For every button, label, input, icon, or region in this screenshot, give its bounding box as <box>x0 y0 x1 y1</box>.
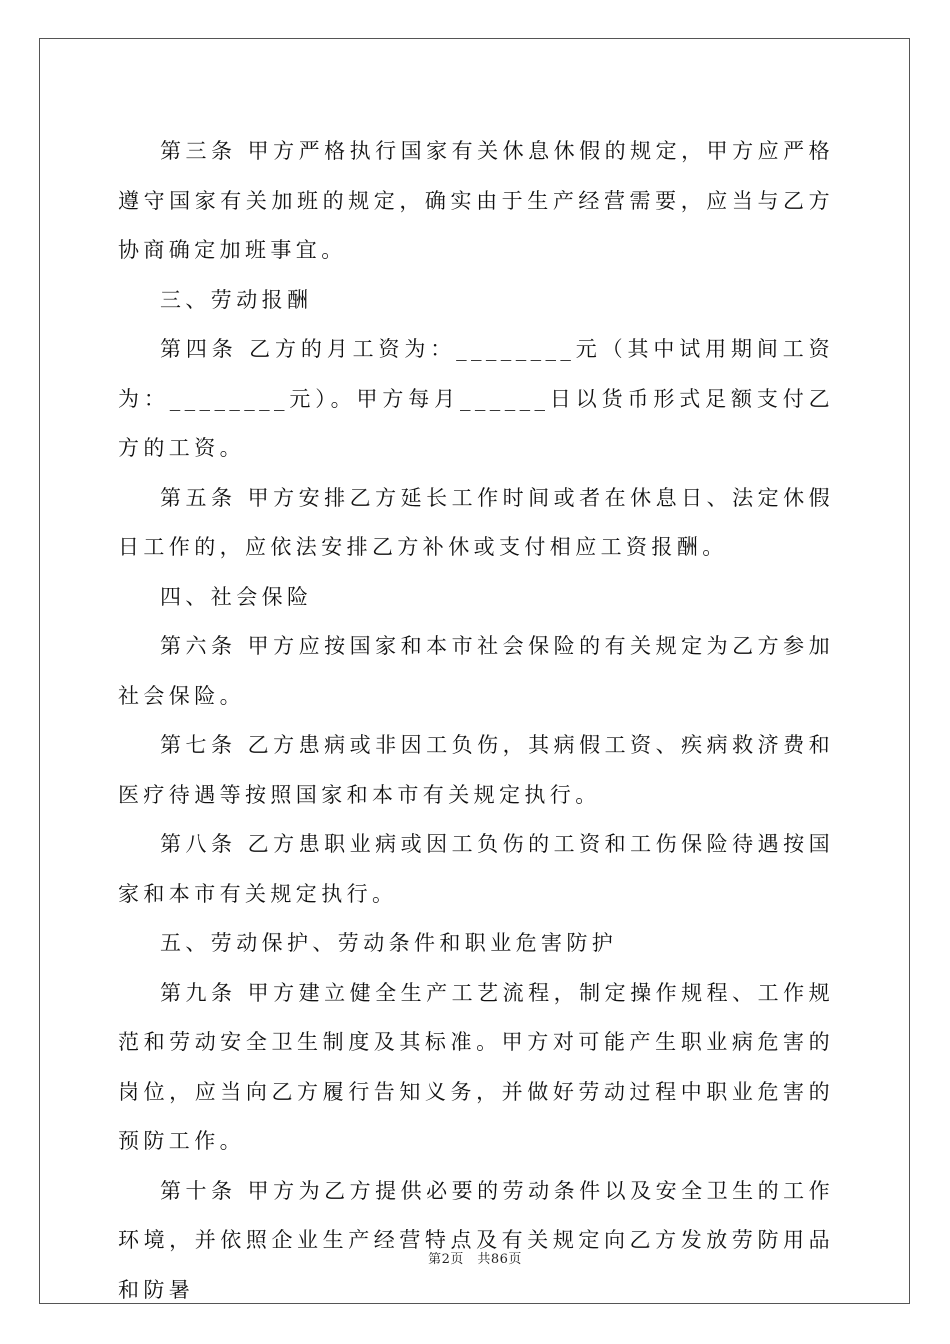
section-heading-remuneration: 三、劳动报酬 <box>160 287 313 312</box>
paragraph-article-4: 第四条 乙方的月工资为：________元（其中试用期间工资为：________元）。甲方每月______日以货币形式足额支付乙方的工资。 <box>118 337 834 460</box>
paragraph-article-6: 第六条 甲方应按国家和本市社会保险的有关规定为乙方参加社会保险。 <box>118 634 834 708</box>
paragraph-article-5: 第五条 甲方安排乙方延长工作时间或者在休息日、法定休假日工作的，应依法安排乙方补休或支付相应工资报酬。 <box>118 485 834 559</box>
paragraph-article-3: 第三条 甲方严格执行国家有关休息休假的规定，甲方应严格遵守国家有关加班的规定，确实由于生产经营需要，应当与乙方协商确定加班事宜。 <box>118 139 834 262</box>
paragraph-article-10: 第十条 甲方为乙方提供必要的劳动条件以及安全卫生的工作环境，并依照企业生产经营特点及有关规定向乙方发放劳防用品和防暑 <box>118 1178 834 1302</box>
paragraph-article-8: 第八条 乙方患职业病或因工负伤的工资和工伤保险待遇按国家和本市有关规定执行。 <box>118 832 834 906</box>
paragraph-article-7: 第七条 乙方患病或非因工负伤，其病假工资、疾病救济费和医疗待遇等按照国家和本市有关规定执行。 <box>118 733 834 807</box>
document-body <box>118 127 834 1315</box>
section-heading-social-insurance: 四、社会保险 <box>160 584 313 609</box>
page-number-footer: 第2页 共86页 <box>428 1252 522 1267</box>
section-heading-labor-protection: 五、劳动保护、劳动条件和职业危害防护 <box>160 931 618 955</box>
paragraph-article-9: 第九条 甲方建立健全生产工艺流程，制定操作规程、工作规范和劳动安全卫生制度及其标准。甲方对可能产生职业病危害的岗位，应当向乙方履行告知义务，并做好劳动过程中职业危害的预防工作。 <box>118 980 834 1153</box>
